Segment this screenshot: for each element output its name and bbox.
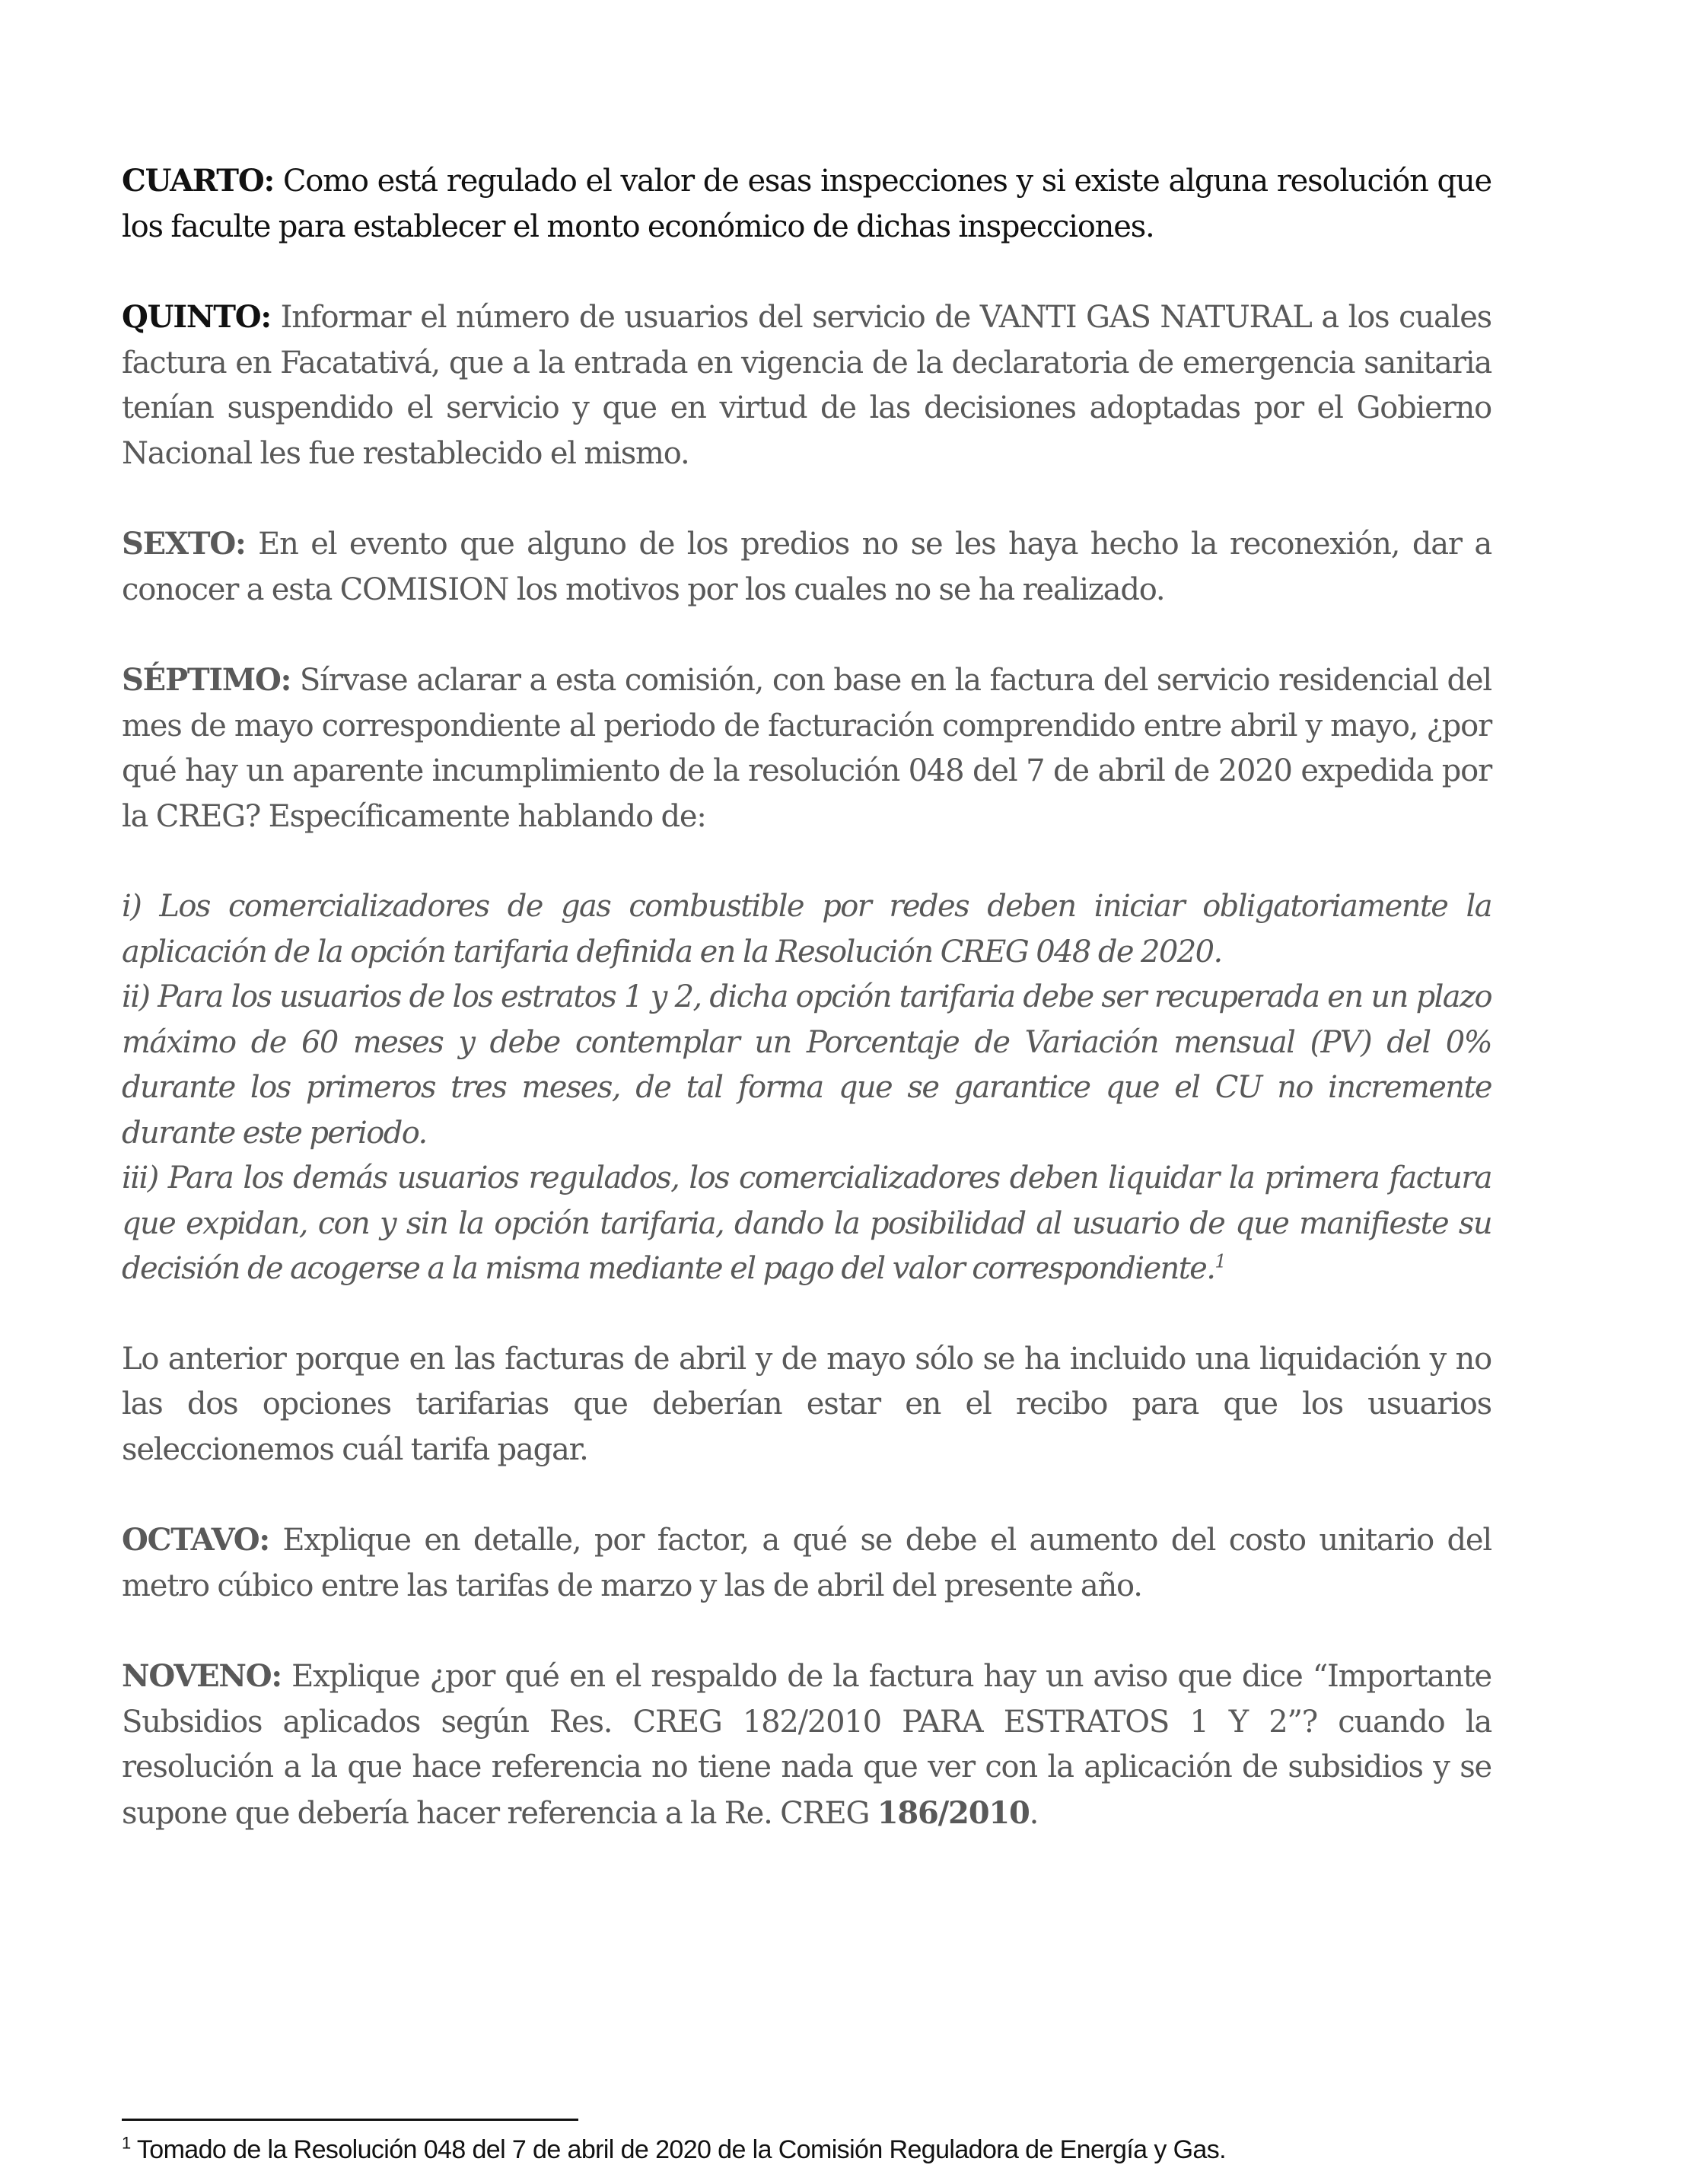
paragraph-quinto — [122, 294, 1491, 476]
heading-noveno: NOVENO: — [122, 1658, 282, 1694]
paragraph-septimo — [122, 657, 1491, 839]
quoted-list — [122, 884, 1491, 1292]
text-octavo: Explique en detalle, por factor, a qué se debe el aumento del costo unitario del metro cúbico entre las tarifas de marzo y las de abril del presente año. — [122, 1523, 1491, 1603]
heading-quinto: QUINTO: — [122, 299, 271, 335]
list-item: i) Los comercializadores de gas combustible por redes deben iniciar obligatoriamente la aplicación de la opción tarifaria definida en la Resolución CREG 048 de 2020. — [122, 889, 1491, 969]
paragraph-noveno — [122, 1654, 1491, 1836]
heading-cuarto: CUARTO: — [122, 163, 275, 199]
footnote-number: 1 — [122, 2133, 131, 2153]
paragraph-anterior — [122, 1337, 1491, 1473]
heading-octavo: OCTAVO: — [122, 1522, 269, 1558]
text-anterior: Lo anterior porque en las facturas de abril y de mayo sólo se ha incluido una liquidación y no las dos opciones tarifarias que deberían estar en el recibo para que los usuarios seleccionemos cuál tarifa pagar. — [122, 1341, 1491, 1467]
heading-sexto: SEXTO: — [122, 526, 246, 562]
text-noveno: Explique ¿por qué en el respaldo de la factura hay un aviso que dice “Importante Subsidios aplicados según Res. CREG 182/2010 PARA ESTRATOS 1 Y 2”? cuando la resolución a la que hace referencia no tiene nada que ver con la aplicación de subsidios y se supone que debería hacer referencia a la Re. CREG — [122, 1659, 1491, 1831]
paragraph-cuarto — [122, 158, 1491, 250]
footnote — [122, 2135, 1226, 2165]
heading-septimo: SÉPTIMO: — [122, 662, 291, 698]
document-body — [122, 158, 1491, 1881]
list-item: ii) Para los usuarios de los estratos 1 y 2, dicha opción tarifaria debe ser recuperada en un plazo máximo de 60 meses y debe contemplar un Porcentaje de Variación mensual (PV) del 0% durante los primeros tres meses, de tal forma que se garantice que el CU no incremente durante este periodo. — [122, 979, 1491, 1151]
text-sexto: En el evento que alguno de los predios no se les haya hecho la reconexión, dar a conocer a esta COMISION los motivos por los cuales no se ha realizado. — [122, 527, 1491, 607]
paragraph-sexto — [122, 521, 1491, 613]
footnote-text: Tomado de la Resolución 048 del 7 de abril de 2020 de la Comisión Reguladora de Energía y Gas. — [130, 2135, 1226, 2164]
list-item — [122, 1156, 1491, 1292]
text-septimo: Sírvase aclarar a esta comisión, con base en la factura del servicio residencial del mes de mayo correspondiente al periodo de facturación comprendido entre abril y mayo, ¿por qué hay un aparente incumplimiento de la resolución 048 del 7 de abril de 2020 expedida por la CREG? Específicamente hablando de: — [122, 663, 1491, 834]
text-noveno-end: . — [1029, 1795, 1039, 1831]
text-quinto: Informar el número de usuarios del servicio de VANTI GAS NATURAL a los cuales factura en Facatativá, que a la entrada en vigencia de la declaratoria de emergencia sanitaria tenían suspendido el servicio y que en virtud de las decisiones adoptadas por el Gobierno Nacional les fue restablecido el mismo. — [122, 300, 1491, 471]
text-cuarto: Como está regulado el valor de esas inspecciones y si existe alguna resolución que los faculte para establecer el monto económico de dichas inspecciones. — [122, 164, 1491, 244]
bold-reference: 186/2010 — [877, 1794, 1030, 1831]
footnote-separator — [122, 2119, 578, 2121]
footnote-reference[interactable]: 1 — [1214, 1250, 1226, 1272]
paragraph-octavo — [122, 1517, 1491, 1609]
list-item-text: iii) Para los demás usuarios regulados, los comercializadores deben liquidar la primera factura que expidan, con y sin la opción tarifaria, dando la posibilidad al usuario de que manifieste su decisión de acogerse a la misma mediante el pago del valor correspondiente. — [122, 1160, 1491, 1286]
